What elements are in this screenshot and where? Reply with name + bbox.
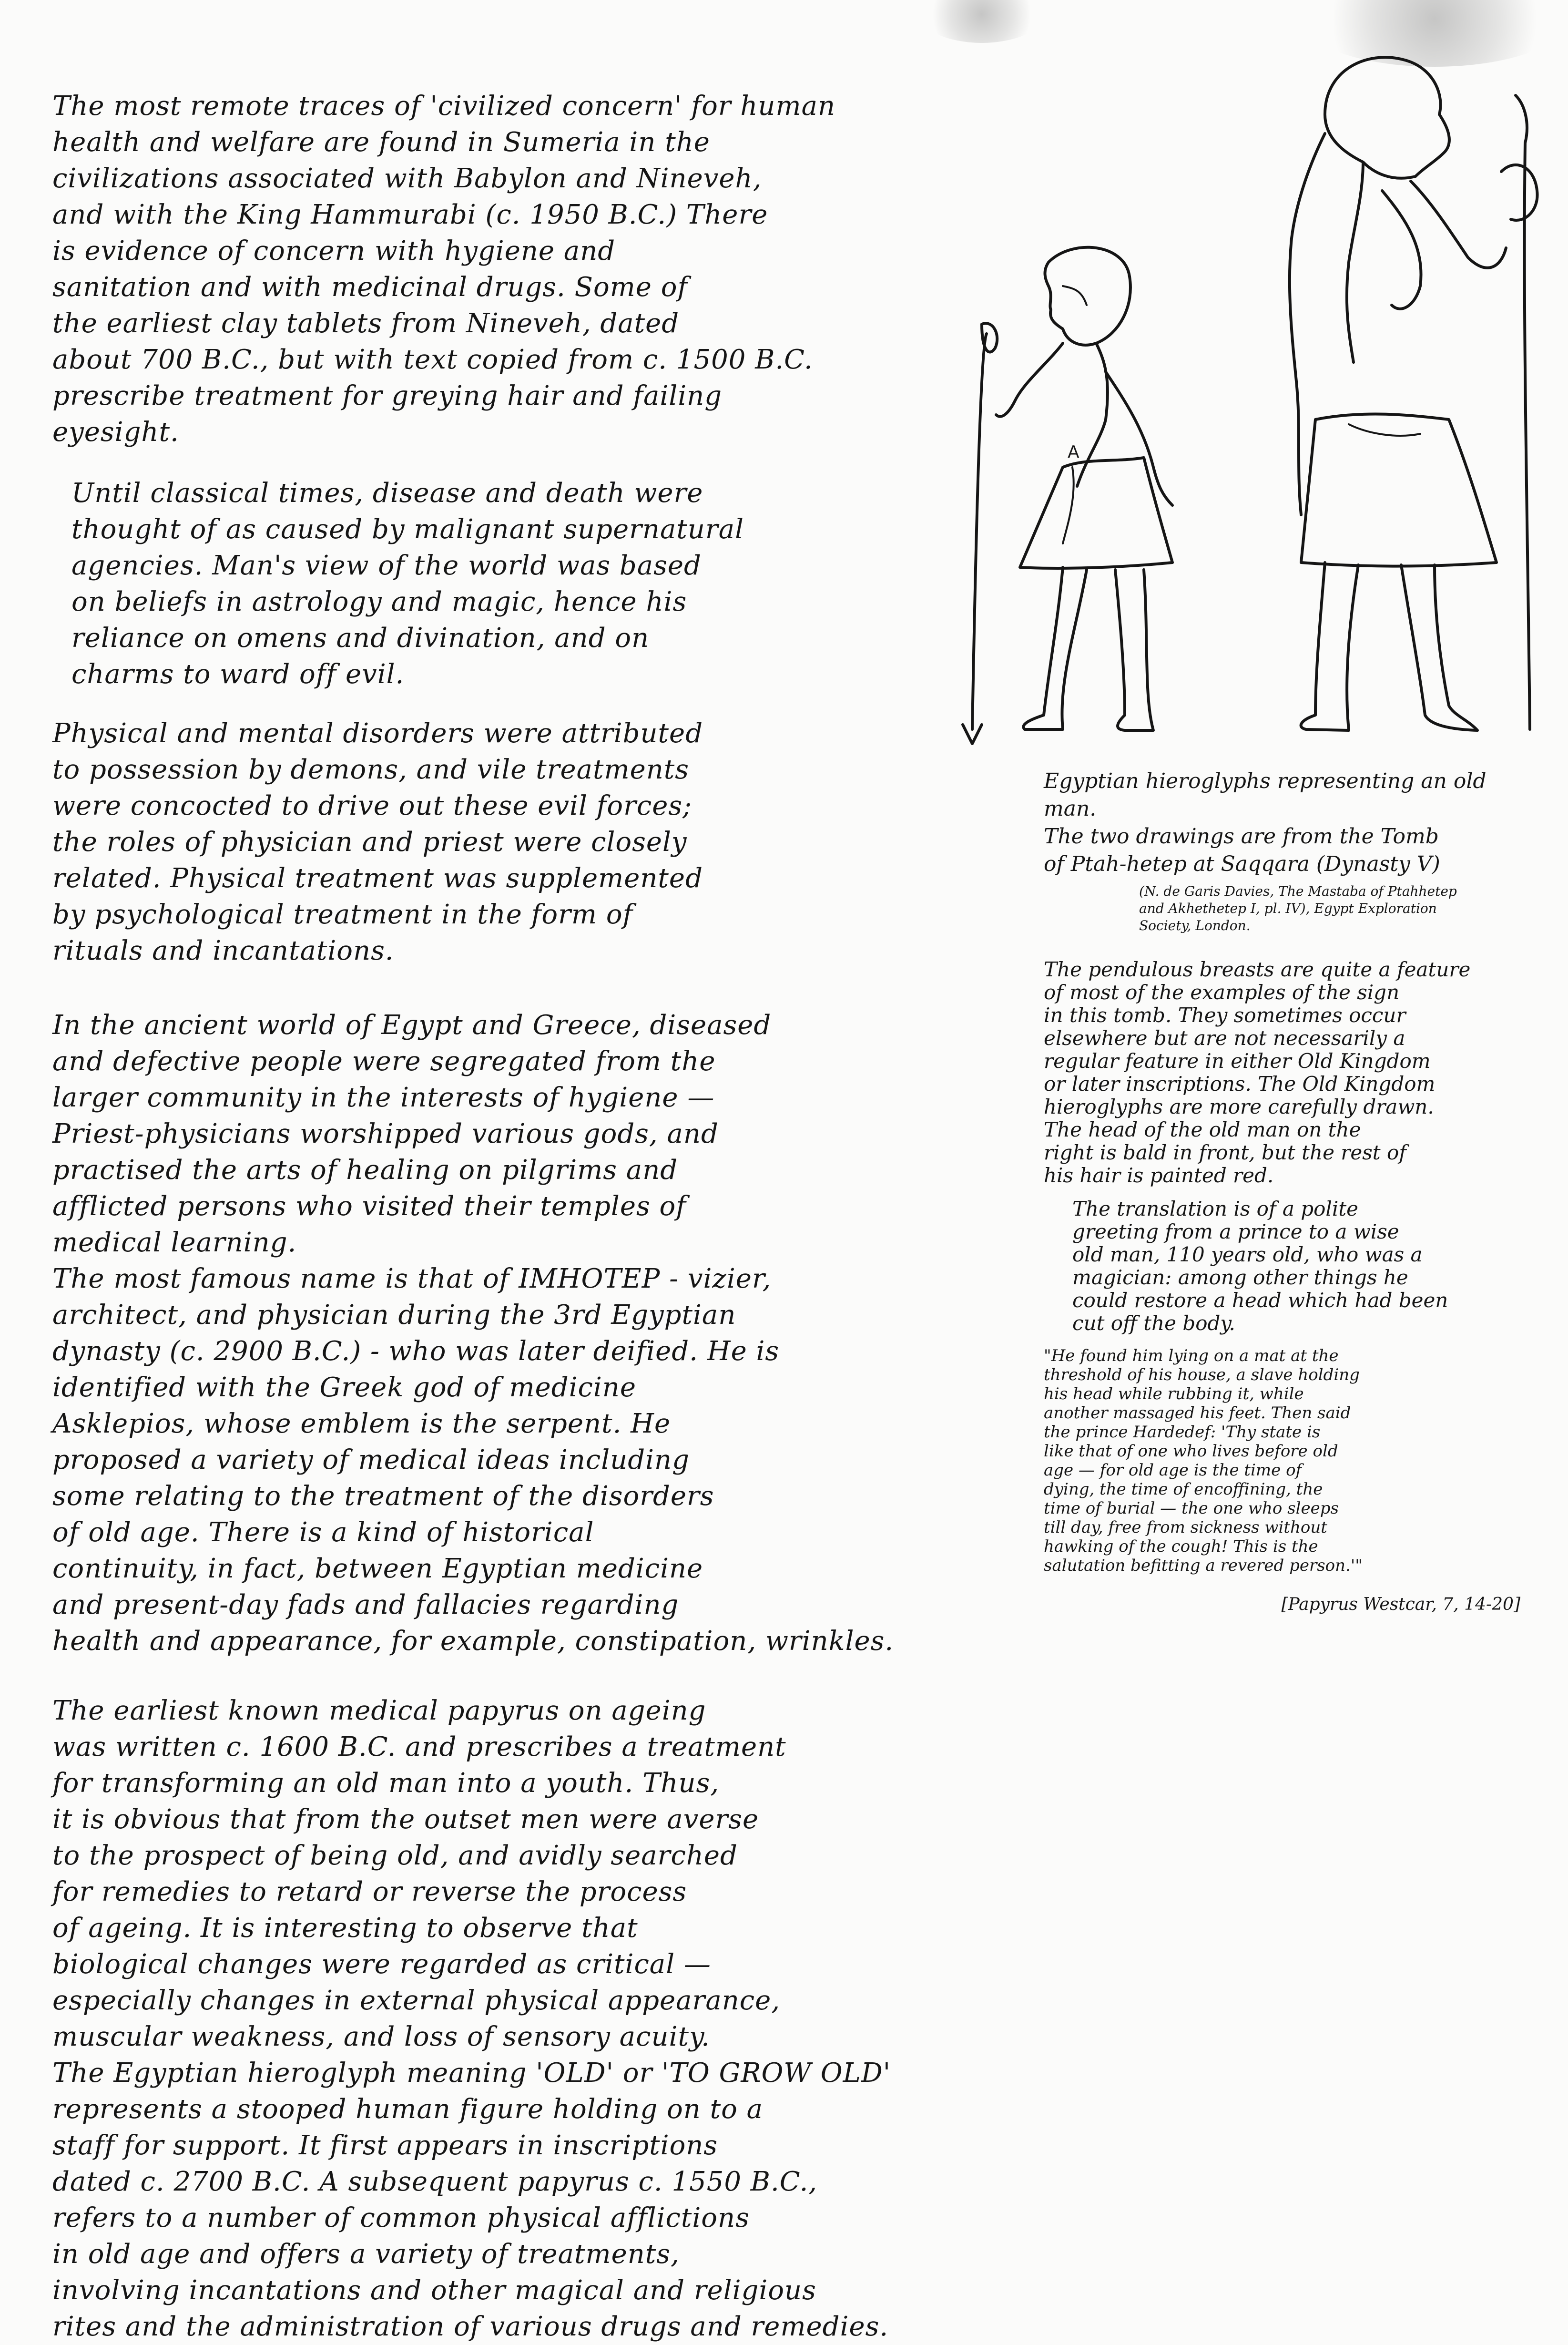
large-figure-back bbox=[1290, 133, 1325, 515]
small-figure-staff-knob bbox=[982, 323, 997, 352]
notes-translation: The translation is of a polite greeting from a prince to a wise old man, 110 years old, who was a magician: among other things he could restore a head which had been cut off the body. bbox=[1072, 1197, 1448, 1335]
westcar-quote: "He found him lying on a mat at the threshold of his house, a slave holding his head while rubbing it, while another massaged his feet. Then said the prince Hardedef: 'Thy state is like that of one who lives before old age — for old age is the time of dying, the time of encoffining, the time of burial — the one who sleeps till day, free from sickness without hawking of the cough! This is the salutation befitting a revered person.'" bbox=[1044, 1346, 1363, 1575]
figure-label-a: A bbox=[1068, 442, 1079, 462]
paragraph-classical-times: Until classical times, disease and death were thought of as caused by malignant supernatural agencies. Man's view of the world was based on beliefs in astrology and magic, hence his reliance on omens and divination, and on charms to ward off evil. bbox=[71, 478, 744, 690]
small-figure-front-leg bbox=[1023, 567, 1087, 729]
large-figure-back-leg bbox=[1401, 565, 1477, 730]
small-figure-staff bbox=[963, 334, 987, 744]
large-figure-breast bbox=[1382, 191, 1421, 309]
ink-stain bbox=[920, 0, 1044, 43]
small-figure-back-arm bbox=[1106, 372, 1172, 505]
quote-source: [Papyrus Westcar, 7, 14-20] bbox=[1281, 1595, 1520, 1614]
small-figure-torso bbox=[1077, 343, 1108, 486]
main-text-column bbox=[52, 88, 925, 2345]
caption-column bbox=[1044, 768, 1530, 1615]
paragraph-sumeria: The most remote traces of 'civilized concern' for human health and welfare are found in Sumeria in the civilizations associated with Babylon and Nineveh, and with the King Hammurabi (c. 1950 B.C.) There is evidence of concern with hygiene and sanitation and with medicinal drugs. Some of the earliest clay tablets from Nineveh, dated about 700 B.C., but with text copied from c. 1500 B.C. prescribe treatment for greying hair and failing eyesight. bbox=[52, 91, 836, 448]
small-figure-kilt bbox=[1020, 458, 1172, 568]
paragraph-medical-papyrus: The earliest known medical papyrus on ageing was written c. 1600 B.C. and prescribes a treatment for transforming an old man into a youth. Thus, it is obvious that from the outset men were averse to the prospect of being old, and avidly searched for remedies to retard or reverse the process of ageing. It is interesting to observe that biological changes were regarded as critical — especially changes in external physical appearance, muscular weakness, and loss of sensory acuity. The Egyptian hieroglyph meaning 'OLD' or 'TO GROW OLD' represents a stooped human figure holding on to a staff for support. It first appears in inscriptions dated c. 2700 B.C. A subsequent papyrus c. 1550 B.C., refers to a number of common physical afflictions in old age and offers a variety of treatments, involving incantations and other magical and religious rites and the administration of various drugs and remedies. bbox=[52, 1695, 891, 2342]
notes-pendulous-breasts: The pendulous breasts are quite a feature of most of the examples of the sign in this tomb. They sometimes occur elsewhere but are not necessarily a regular feature in either Old Kingdom or later inscriptions. The Old Kingdom hieroglyphs are more carefully drawn. The head of the old man on the right is bald in front, but the rest of his hair is painted red. bbox=[1044, 958, 1471, 1187]
hieroglyph-old-men-drawing bbox=[906, 38, 1544, 739]
large-figure-staff bbox=[1516, 95, 1530, 729]
large-figure-front-leg bbox=[1301, 563, 1358, 730]
large-figure-arm bbox=[1411, 181, 1506, 268]
small-figure-back-leg bbox=[1115, 570, 1153, 730]
small-figure-head bbox=[1045, 247, 1130, 345]
paragraph-egypt-greece: In the ancient world of Egypt and Greece, diseased and defective people were segregated from the larger community in the interests of hygiene — Priest-physicians worshipped various gods, and practised the arts of healing on pilgrims and afflicted persons who visited their temples of medical learning. The most famous name is that of IMHOTEP - vizier, architect, and physician during the 3rd Egyptian dynasty (c. 2900 B.C.) - who was later deified. He is identified with the Greek god of medicine Asklepios, whose emblem is the serpent. He proposed a variety of medical ideas including some relating to the treatment of the disorders of old age. There is a kind of historical continuity, in fact, between Egyptian medicine and present-day fads and fallacies regarding health and appearance, for example, constipation, wrinkles. bbox=[52, 1010, 894, 1657]
large-figure-hand bbox=[1501, 165, 1537, 220]
large-figure-kilt bbox=[1301, 414, 1497, 566]
drawing-credit: (N. de Garis Davies, The Mastaba of Ptahhetep and Akhethetep I, pl. IV), Egypt Exploration Society, London. bbox=[1139, 883, 1457, 933]
paragraph-disorders: Physical and mental disorders were attributed to possession by demons, and vile treatments were concocted to drive out these evil forces; the roles of physician and priest were closely related. Physical treatment was supplemented by psychological treatment in the form of rituals and incantations. bbox=[52, 718, 703, 966]
small-figure-arm bbox=[996, 343, 1063, 417]
drawing-caption: Egyptian hieroglyphs representing an old man. The two drawings are from the Tomb of Ptah-hetep at Saqqara (Dynasty V) bbox=[1044, 769, 1487, 876]
large-figure-neck-front bbox=[1347, 162, 1363, 362]
large-figure-head bbox=[1325, 57, 1449, 178]
